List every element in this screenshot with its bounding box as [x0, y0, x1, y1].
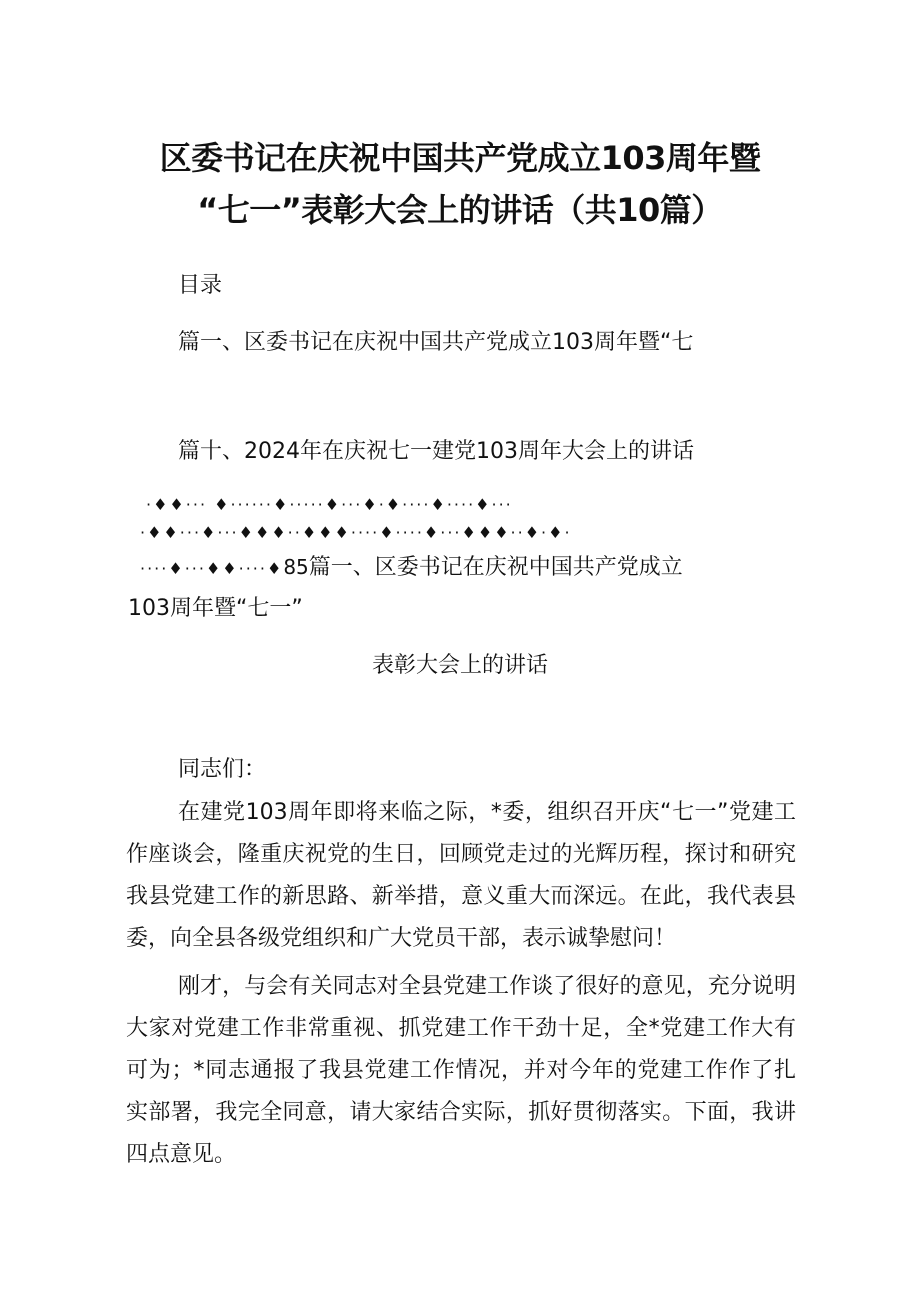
- body-paragraph-2: 刚才，与会有关同志对全县党建工作谈了很好的意见，充分说明大家对党建工作非常重视、抓党建工作干劲十足，全*党建工作大有可为；*同志通报了我县党建工作情况，并对今年的党建工作作了扎实部署，我完全同意，请大家结合实际，抓好贯彻落实。下面，我讲四点意见。: [126, 974, 796, 1167]
- toc-entry-1[interactable]: 篇一、区委书记在庆祝中国共产党成立103周年暨“七: [178, 330, 694, 355]
- document-title-line-2: “七一”表彰大会上的讲话（共10篇）: [197, 191, 723, 229]
- section-subheading: 表彰大会上的讲话: [371, 653, 548, 678]
- toc-leader-dots-2: ·♦♦···♦···♦♦♦··♦♦♦····♦····♦···♦♦♦··♦·♦·: [140, 523, 572, 542]
- toc-leader-dots-1: ·♦♦··· ♦······♦·····♦···♦·♦····♦····♦···: [146, 495, 513, 514]
- toc-entry-10[interactable]: 篇十、2024年在庆祝七一建党103周年大会上的讲话: [178, 439, 694, 464]
- section-heading-continued: 103周年暨“七一”: [128, 596, 303, 621]
- toc-page-number: 85: [283, 555, 309, 579]
- body-paragraph-1: 在建党103周年即将来临之际，*委，组织召开庆“七一”党建工作座谈会，隆重庆祝党的生日，回顾党走过的光辉历程，探讨和研究我县党建工作的新思路、新举措，意义重大而深远。在此，我代表县委，向全县各级党组织和广大党员干部，表示诚挚慰问！: [126, 800, 796, 951]
- toc-leader-line-3: [140, 552, 683, 584]
- toc-leader-dots-3: ····♦···♦♦····♦: [140, 559, 284, 578]
- section-heading-start: 篇一、区委书记在庆祝中国共产党成立: [308, 555, 683, 580]
- document-title-line-1: 区委书记在庆祝中国共产党成立103周年暨: [159, 139, 761, 177]
- salutation: 同志们：: [178, 757, 267, 782]
- toc-label: 目录: [178, 273, 223, 298]
